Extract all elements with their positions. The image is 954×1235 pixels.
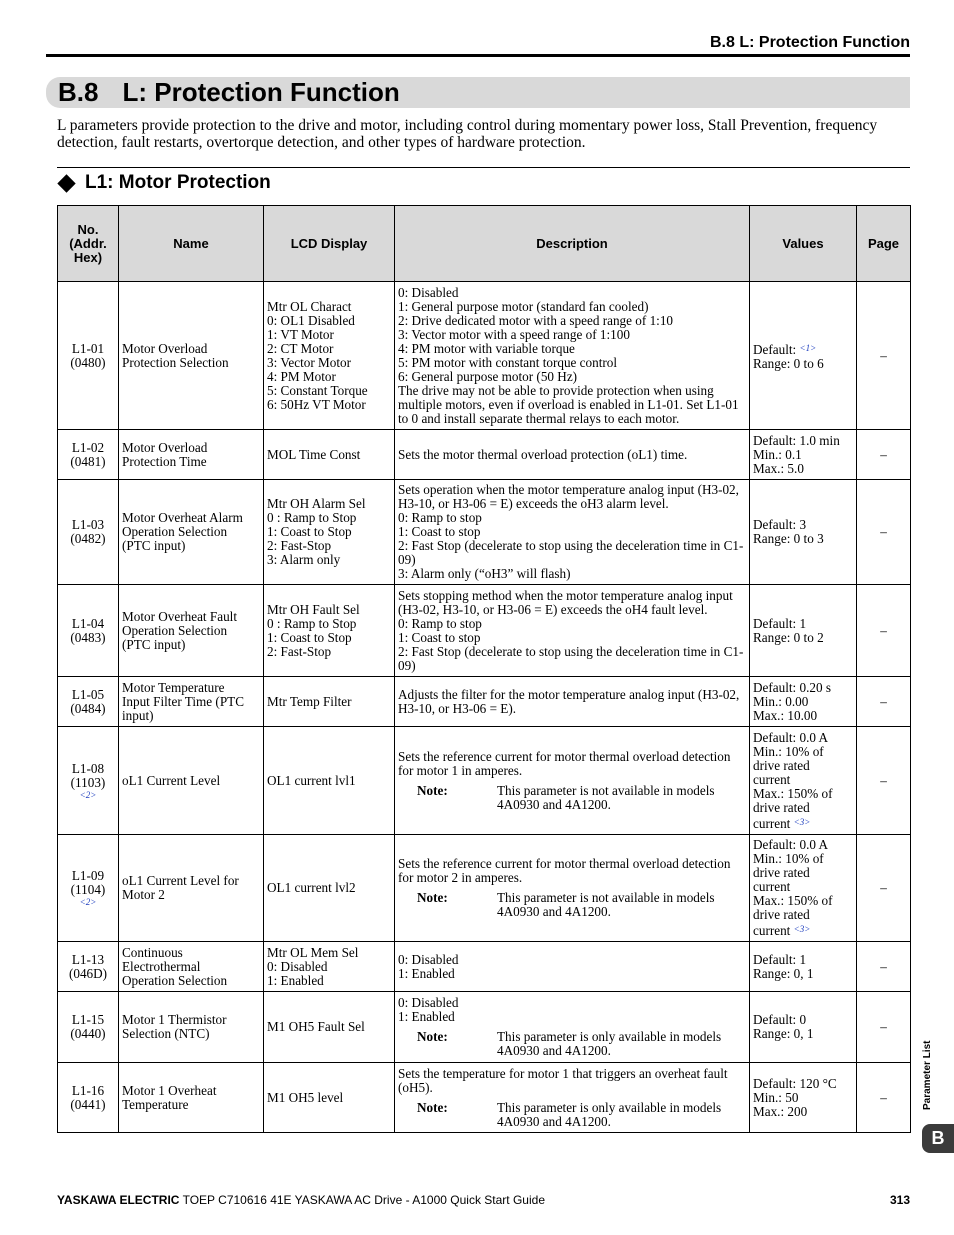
parameter-table — [57, 205, 911, 1133]
param-description-cell — [395, 992, 750, 1063]
values-text: Default: 3 Range: 0 to 3 — [753, 517, 824, 546]
param-description: Sets stopping method when the motor temperature analog input (H3-02, H3-10, or H3-06 = E) exceeds the oH4 fault level. 0: Ramp to stop 1: Coast to stop 2: Fast Stop (decelerate to stop using the deceleration time in C1-09) — [398, 587, 744, 673]
param-description-cell — [395, 677, 750, 727]
header-rule — [46, 54, 910, 57]
param-name: oL1 Current Level — [119, 727, 264, 835]
param-no-cell — [58, 942, 119, 992]
param-page: – — [857, 992, 911, 1063]
note-text: This parameter is only available in models 4A0930 and 4A1200. — [497, 1029, 722, 1058]
param-no: L1-05 (0484) — [70, 686, 106, 716]
param-description-cell — [395, 1063, 750, 1133]
subsection-heading — [57, 172, 271, 194]
param-page: – — [857, 727, 911, 835]
param-no-cell — [58, 727, 119, 835]
param-no: L1-03 (0482) — [70, 517, 106, 546]
param-page: – — [857, 585, 911, 677]
table-header-row — [58, 206, 911, 282]
values-text: Default: 0.0 A Min.: 10% of drive rated current Max.: 150% of drive rated current — [753, 729, 833, 831]
param-no-cell — [58, 835, 119, 942]
param-no: L1-02 (0481) — [70, 439, 106, 469]
param-lcd-display: Mtr OL Charact 0: OL1 Disabled 1: VT Motor 2: CT Motor 3: Vector Motor 4: PM Motor 5: Constant Torque 6: 50Hz VT Motor — [264, 282, 395, 430]
param-no: L1-13 (046D) — [68, 951, 108, 981]
note-label: Note: — [417, 890, 448, 905]
section-title: L: Protection Function — [122, 77, 400, 107]
param-description: 0: Disabled 1: Enabled — [398, 951, 459, 981]
param-page: – — [857, 835, 911, 942]
page-footer — [57, 1193, 910, 1207]
footer-brand: YASKAWA ELECTRIC — [57, 1193, 180, 1207]
table-row — [58, 480, 911, 585]
running-header: B.8 L: Protection Function — [710, 34, 910, 51]
param-description: 0: Disabled 1: General purpose motor (standard fan cooled) 2: Drive dedicated motor with a speed range of 1:10 3: Vector motor with a speed range of 1:100 4: PM motor with variable torque 5: PM motor with constant torque control 6: General purpose motor (50 Hz) The drive may not be able to provide protection when using multiple motors, even if overload is enabled in L1-01. Set L1-01 to 0 and install separate thermal relays to each motor. — [398, 284, 739, 426]
note-text: This parameter is not available in models 4A0930 and 4A1200. — [497, 782, 715, 812]
param-name: Motor Overload Protection Time — [119, 430, 264, 480]
values-text: Default: 0.20 s Min.: 0.00 Max.: 10.00 — [753, 679, 832, 723]
param-description: 0: Disabled 1: Enabled — [398, 995, 459, 1024]
param-no: L1-09 (1104) — [70, 868, 106, 897]
footnote-ref: <3> — [793, 924, 811, 934]
param-values — [750, 430, 857, 480]
note — [398, 1101, 746, 1129]
values-rest: Range: 0 to 6 — [753, 355, 824, 371]
param-no-cell — [58, 430, 119, 480]
header-values: Values — [750, 206, 857, 282]
param-name: Motor Overheat Fault Operation Selection (PTC input) — [119, 585, 264, 677]
values-text: Default: — [753, 341, 800, 357]
param-description-cell — [395, 480, 750, 585]
param-values — [750, 585, 857, 677]
note-label: Note: — [417, 782, 448, 798]
side-tab-label: Parameter List — [922, 1040, 933, 1110]
param-description-cell — [395, 727, 750, 835]
param-description-cell — [395, 835, 750, 942]
param-lcd-display: Mtr OH Fault Sel 0 : Ramp to Stop 1: Coast to Stop 2: Fast-Stop — [264, 585, 395, 677]
header-no: No. (Addr. Hex) — [58, 206, 119, 282]
param-page: – — [857, 942, 911, 992]
table-row — [58, 992, 911, 1063]
param-lcd-display: Mtr OL Mem Sel 0: Disabled 1: Enabled — [264, 942, 395, 992]
param-lcd-display: MOL Time Const — [264, 430, 395, 480]
values-text: Default: 1 Range: 0, 1 — [753, 951, 814, 981]
header-description: Description — [395, 206, 750, 282]
param-no-cell — [58, 480, 119, 585]
footnote-ref: <3> — [793, 816, 811, 827]
footnote-ref: <1> — [799, 342, 817, 353]
note — [398, 784, 746, 812]
param-description-cell — [395, 942, 750, 992]
param-name: Motor Overheat Alarm Operation Selection (PTC input) — [119, 480, 264, 585]
table-row — [58, 677, 911, 727]
param-no: L1-01 (0480) — [70, 340, 106, 370]
param-name: Motor Overload Protection Selection — [119, 282, 264, 430]
footnote-ref: <2> — [79, 789, 97, 800]
table-row — [58, 585, 911, 677]
table-row — [58, 1063, 911, 1133]
param-no: L1-15 (0440) — [70, 1012, 106, 1041]
header-page: Page — [857, 206, 911, 282]
param-name: Motor 1 Thermistor Selection (NTC) — [119, 992, 264, 1063]
subsection-rule — [57, 167, 910, 168]
footnote-ref: <2> — [79, 897, 97, 907]
param-description-cell — [395, 585, 750, 677]
param-description: Sets the reference current for motor thermal overload detection for motor 1 in amperes. — [398, 748, 731, 778]
values-text: Default: 0 Range: 0, 1 — [753, 1012, 814, 1041]
values-text: Default: 1.0 min Min.: 0.1 Max.: 5.0 — [753, 432, 840, 476]
param-name: Motor 1 Overheat Temperature — [119, 1063, 264, 1133]
param-description: Sets operation when the motor temperature analog input (H3-02, H3-10, or H3-06 = E) exceeds the oH3 alarm level. 0: Ramp to stop 1: Coast to stop 2: Fast Stop (decelerate to stop using the deceleration time in C1-09) 3: Alarm only (“oH3” will flash) — [398, 482, 744, 581]
param-lcd-display: M1 OH5 level — [264, 1063, 395, 1133]
values-text: Default: 120 °C Min.: 50 Max.: 200 — [753, 1075, 837, 1119]
param-lcd-display: M1 OH5 Fault Sel — [264, 992, 395, 1063]
values-text: Default: 0.0 A Min.: 10% of drive rated current Max.: 150% of drive rated current — [753, 837, 833, 938]
intro-paragraph: L parameters provide protection to the drive and motor, including control during momentary power loss, Stall Prevention, frequency detection, fault restarts, overtorque detection, and other types of hardware protection. — [57, 117, 878, 151]
param-lcd-display: Mtr OH Alarm Sel 0 : Ramp to Stop 1: Coast to Stop 2: Fast-Stop 3: Alarm only — [264, 480, 395, 585]
param-name: oL1 Current Level for Motor 2 — [119, 835, 264, 942]
note-text: This parameter is not available in models 4A0930 and 4A1200. — [497, 890, 715, 919]
param-no: L1-16 (0441) — [70, 1082, 106, 1112]
param-page: – — [857, 430, 911, 480]
param-page: – — [857, 1063, 911, 1133]
diamond-bullet-icon — [57, 174, 75, 192]
param-values — [750, 1063, 857, 1133]
param-values — [750, 282, 857, 430]
note — [398, 1030, 746, 1058]
param-values — [750, 835, 857, 942]
param-values — [750, 677, 857, 727]
param-no-cell — [58, 1063, 119, 1133]
table-row — [58, 282, 911, 430]
subsection-title: L1: Motor Protection — [85, 172, 271, 193]
param-no: L1-08 (1103) — [70, 760, 106, 790]
footer-doc-title: TOEP C710616 41E YASKAWA AC Drive - A1000 Quick Start Guide — [179, 1193, 545, 1207]
param-no-cell — [58, 585, 119, 677]
note-label: Note: — [417, 1029, 448, 1044]
param-name: Continuous Electrothermal Operation Selection — [119, 942, 264, 992]
param-description: Adjusts the filter for the motor temperature analog input (H3-02, H3-10, or H3-06 = E). — [398, 686, 740, 716]
table-row — [58, 430, 911, 480]
note — [398, 891, 746, 919]
table-row — [58, 835, 911, 942]
page-number: 313 — [889, 1193, 910, 1207]
param-description-cell — [395, 282, 750, 430]
param-lcd-display: OL1 current lvl2 — [264, 835, 395, 942]
param-lcd-display: OL1 current lvl1 — [264, 727, 395, 835]
section-title-bar — [46, 77, 910, 108]
param-description: Sets the temperature for motor 1 that triggers an overheat fault (oH5). — [398, 1065, 728, 1095]
param-no: L1-04 (0483) — [70, 615, 106, 645]
param-description: Sets the reference current for motor thermal overload detection for motor 2 in amperes. — [398, 856, 731, 885]
param-no-cell — [58, 677, 119, 727]
param-description-cell — [395, 430, 750, 480]
param-page: – — [857, 677, 911, 727]
param-values — [750, 727, 857, 835]
param-no-cell — [58, 282, 119, 430]
param-values — [750, 992, 857, 1063]
param-values — [750, 480, 857, 585]
param-page: – — [857, 480, 911, 585]
note-text: This parameter is only available in models 4A0930 and 4A1200. — [497, 1099, 722, 1129]
param-no-cell — [58, 992, 119, 1063]
param-description: Sets the motor thermal overload protection (oL1) time. — [398, 446, 688, 462]
side-tab-letter: B — [922, 1124, 954, 1153]
param-values — [750, 942, 857, 992]
table-row — [58, 942, 911, 992]
header-name: Name — [119, 206, 264, 282]
section-number: B.8 — [58, 77, 99, 107]
values-text: Default: 1 Range: 0 to 2 — [753, 615, 824, 645]
table-row — [58, 727, 911, 835]
note-label: Note: — [417, 1099, 448, 1115]
param-page: – — [857, 282, 911, 430]
header-lcd-display: LCD Display — [264, 206, 395, 282]
param-name: Motor Temperature Input Filter Time (PTC input) — [119, 677, 264, 727]
param-lcd-display: Mtr Temp Filter — [264, 677, 395, 727]
